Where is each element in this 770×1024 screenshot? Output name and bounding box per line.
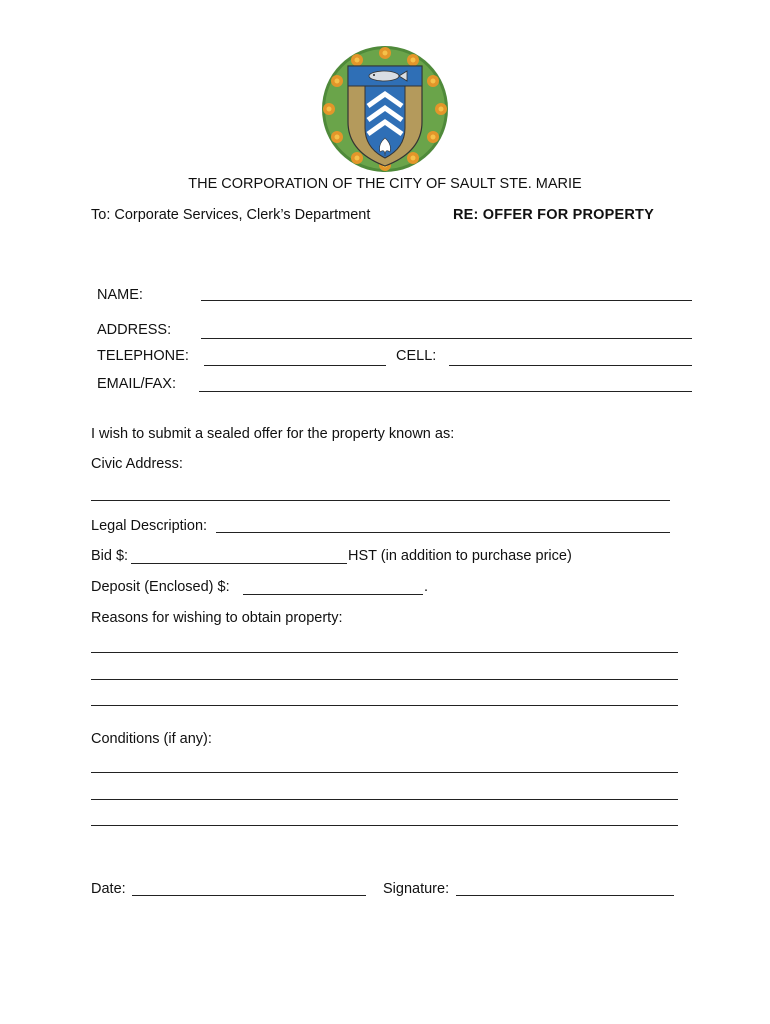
reasons-label: Reasons for wishing to obtain property: (91, 610, 343, 626)
legal-description-field[interactable] (216, 532, 670, 533)
hst-note: HST (in addition to purchase price) (348, 548, 572, 564)
conditions-line-2[interactable] (91, 799, 678, 800)
conditions-label: Conditions (if any): (91, 731, 212, 747)
bid-field[interactable] (131, 563, 347, 564)
page-title: THE CORPORATION OF THE CITY OF SAULT STE. MARIE (188, 176, 582, 192)
deposit-period: . (424, 579, 429, 595)
bid-label: Bid $: (91, 548, 129, 564)
seal-icon (320, 44, 450, 174)
civic-address-field[interactable] (91, 500, 670, 501)
offer-intro: I wish to submit a sealed offer for the property known as: (91, 426, 455, 442)
name-field[interactable] (201, 300, 692, 301)
reasons-line-2[interactable] (91, 679, 678, 680)
legal-description-label: Legal Description: (91, 518, 208, 534)
subject-line: RE: OFFER FOR PROPERTY (453, 207, 654, 223)
email-label: EMAIL/FAX: (97, 376, 176, 392)
signature-field[interactable] (456, 895, 674, 896)
reasons-line-3[interactable] (91, 705, 678, 706)
cell-field[interactable] (449, 365, 692, 366)
cell-label: CELL: (396, 348, 437, 364)
telephone-field[interactable] (204, 365, 386, 366)
telephone-label: TELEPHONE: (97, 348, 189, 364)
conditions-line-1[interactable] (91, 772, 678, 773)
civic-address-label: Civic Address: (91, 456, 183, 472)
deposit-field[interactable] (243, 594, 423, 595)
address-field[interactable] (201, 338, 692, 339)
reasons-line-1[interactable] (91, 652, 678, 653)
city-seal (320, 44, 450, 174)
email-field[interactable] (199, 391, 692, 392)
name-label: NAME: (97, 287, 143, 303)
address-label: ADDRESS: (97, 322, 172, 338)
date-label: Date: (91, 881, 126, 897)
conditions-line-3[interactable] (91, 825, 678, 826)
date-field[interactable] (132, 895, 366, 896)
signature-label: Signature: (383, 881, 450, 897)
deposit-label: Deposit (Enclosed) $: (91, 579, 230, 595)
recipient-line: To: Corporate Services, Clerk’s Department (91, 207, 371, 223)
